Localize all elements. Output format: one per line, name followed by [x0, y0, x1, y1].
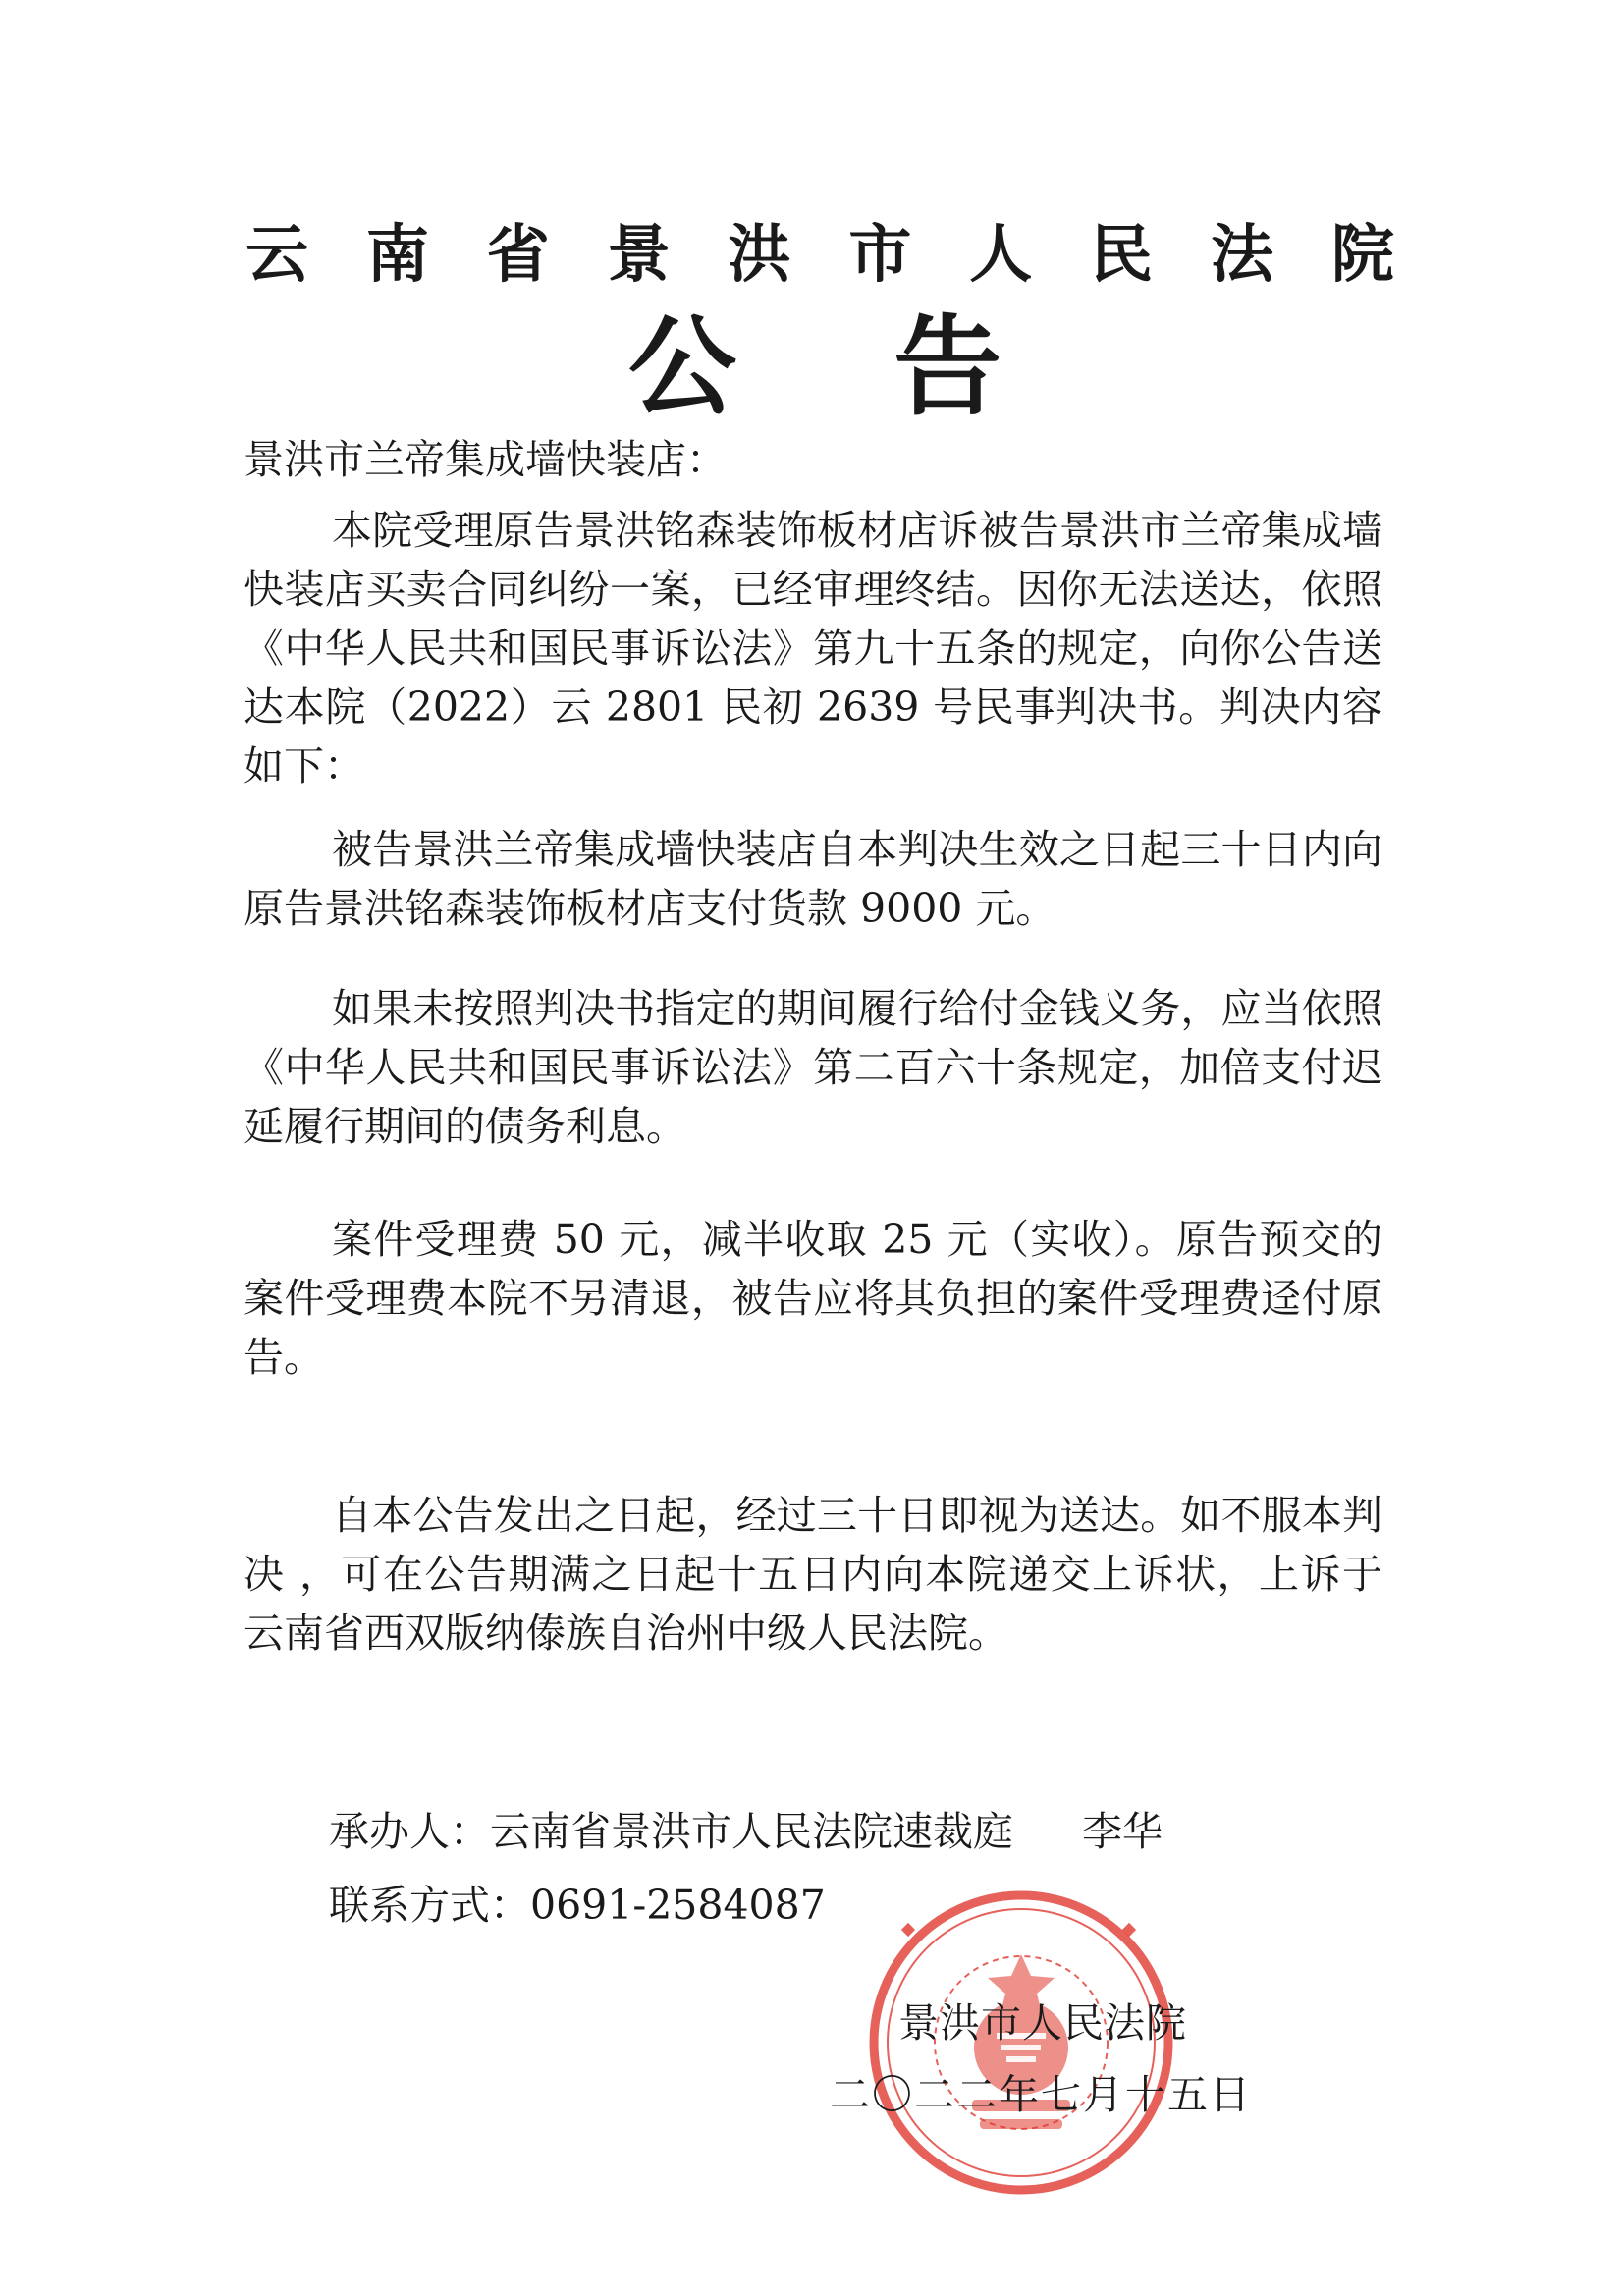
- title-char: 公: [628, 304, 736, 430]
- handler-label: 承办人：云南省景洪市人民法院速裁庭: [329, 1808, 1013, 1855]
- body-paragraph-service: 自本公告发出之日起，经过三十日即视为送达。如不服本判决 ，可在公告期满之日起十五日内向本院递交上诉状，上诉于云南省西双版纳傣族自治州中级人民法院。: [243, 1492, 1382, 1657]
- handler-name: 李华: [1082, 1808, 1163, 1855]
- body-paragraph-case: 本院受理原告景洪铭森装饰板材店诉被告景洪市兰帝集成墙快装店买卖合同纠纷一案，已经审理终结。因你无法送达，依照《中华人民共和国民事诉讼法》第九十五条的规定，向你公告送达本院（2022）云 2801 民初 2639 号民事判决书。判决内容如下：: [243, 507, 1382, 790]
- addressee: 景洪市兰帝集成墙快装店：: [243, 436, 727, 483]
- court-name-char: 南: [365, 219, 429, 292]
- court-name-char: 人: [969, 219, 1033, 292]
- court-name-char: 院: [1330, 219, 1394, 292]
- title-char: 告: [893, 304, 1001, 430]
- court-name-char: 市: [848, 219, 912, 292]
- notice-title: [628, 306, 1001, 428]
- court-name-char: 省: [486, 219, 550, 292]
- court-name-char: 法: [1211, 219, 1273, 292]
- court-name-heading: [245, 218, 1394, 293]
- issue-date: 二〇二二年七月十五日: [830, 2071, 1252, 2118]
- body-paragraph-obligation: 如果未按照判决书指定的期间履行给付金钱义务，应当依照《中华人民共和国民事诉讼法》第二百六十条规定，加倍支付迟延履行期间的债务利息。: [243, 985, 1382, 1150]
- court-name-char: 民: [1090, 219, 1154, 292]
- issuing-court: 景洪市人民法院: [898, 1999, 1187, 2047]
- court-name-char: 云: [245, 219, 308, 292]
- court-name-char: 洪: [728, 219, 791, 292]
- handler-line: [329, 1802, 1163, 1861]
- body-paragraph-fees: 案件受理费 50 元，减半收取 25 元（实收）。原告预交的案件受理费本院不另清退，被告应将其负担的案件受理费迳付原告。: [243, 1216, 1382, 1381]
- court-name-char: 景: [607, 219, 671, 292]
- contact-line: 联系方式：0691-2584087: [329, 1882, 826, 1929]
- body-paragraph-judgment: 被告景洪兰帝集成墙快装店自本判决生效之日起三十日内向原告景洪铭森装饰板材店支付货款 9000 元。: [243, 826, 1382, 932]
